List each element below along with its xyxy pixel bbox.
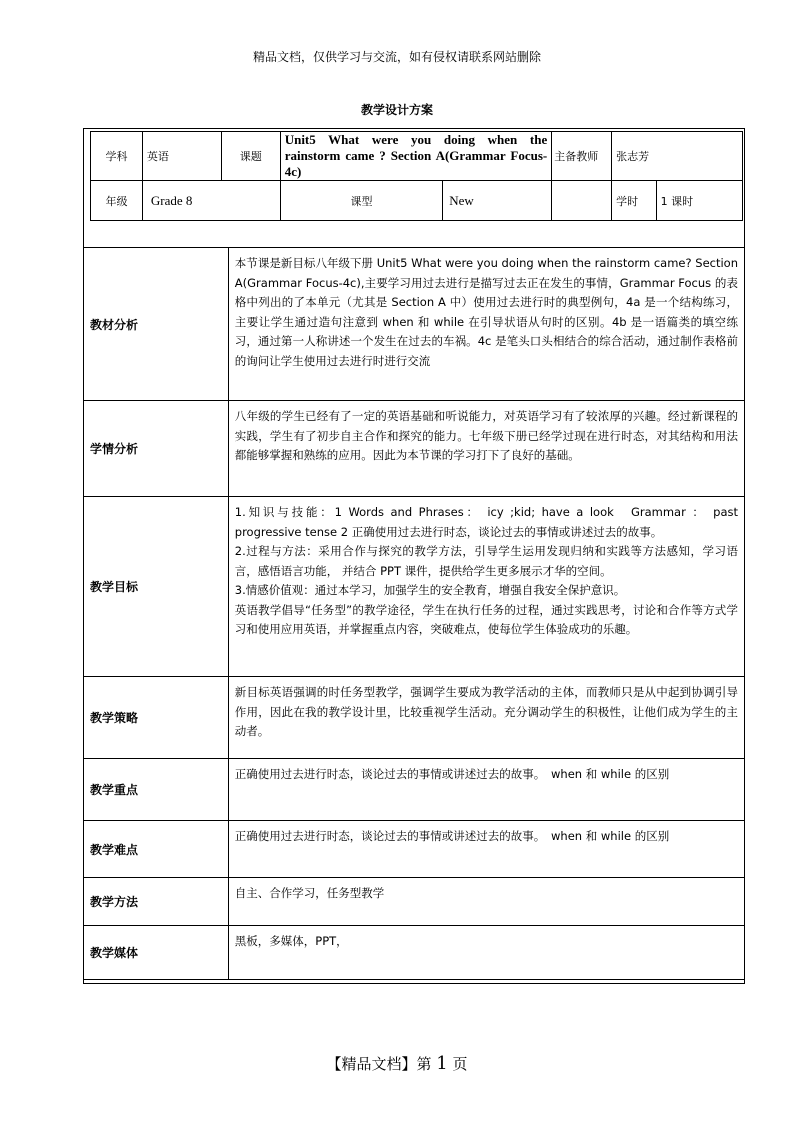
paragraph: 1.知识与技能：1 Words and Phrases： icy ;kid; have a look Grammar ： past progressive tense 2 正确使用过去进行时态，谈论过去的事情或讲述过去的故事。 [234, 505, 738, 539]
section-content-teaching-media [228, 926, 744, 980]
subject-label: 学科 [91, 132, 143, 181]
info-row-2 [91, 181, 743, 221]
plan-table [83, 247, 745, 980]
section-row [84, 248, 745, 401]
paragraph: 新目标英语强调的时任务型教学，强调学生要成为教学活动的主体，而教师只是从中起到协调引导作用，因此在我的教学设计里，比较重视学生活动。充分调动学生的积极性，让他们成为学生的主动者。 [234, 685, 738, 738]
section-content-material-analysis [228, 248, 744, 401]
section-row [84, 401, 745, 497]
grade-value: Grade 8 [142, 181, 280, 221]
info-table [90, 131, 743, 221]
section-content-teaching-objectives [228, 497, 744, 677]
page-number: 1 [436, 1053, 448, 1074]
footer-prefix: 【精品文档】第 [326, 1055, 432, 1073]
paragraph: 正确使用过去进行时态，谈论过去的事情或讲述过去的故事。 when 和 while 的区别 [234, 767, 670, 781]
period-value: 1 课时 [660, 194, 694, 208]
paragraph: 3.情感价值观：通过本学习，加强学生的安全教育，增强自我安全保护意识。 [234, 583, 626, 597]
section-label-teaching-media: 教学媒体 [84, 926, 229, 980]
section-row [84, 677, 745, 759]
section-label-teaching-strategy: 教学策略 [84, 677, 229, 759]
section-row [84, 926, 745, 980]
teacher-label: 主备教师 [552, 132, 612, 181]
section-label-student-analysis: 学情分析 [84, 401, 229, 497]
section-content-key-points [228, 759, 744, 821]
section-label-material-analysis: 教材分析 [84, 248, 229, 401]
section-content-student-analysis [228, 401, 744, 497]
paragraph: 正确使用过去进行时态，谈论过去的事情或讲述过去的故事。 when 和 while 的区别 [234, 829, 670, 843]
header-note: 精品文档，仅供学习与交流，如有侵权请联系网站删除 [252, 50, 541, 64]
grade-label: 年级 [91, 181, 143, 221]
section-label-difficult-points: 教学难点 [84, 821, 229, 878]
info-row-1 [91, 132, 743, 181]
section-label-teaching-objectives: 教学目标 [84, 497, 229, 677]
section-label-key-points: 教学重点 [84, 759, 229, 821]
section-content-teaching-strategy [228, 677, 744, 759]
paragraph: 黑板，多媒体，PPT， [234, 934, 348, 948]
section-label-teaching-method: 教学方法 [84, 878, 229, 926]
page-footer [0, 1053, 794, 1074]
teacher-value: 张志芳 [612, 132, 743, 181]
paragraph: 2.过程与方法：采用合作与探究的教学方法，引导学生运用发现归纳和实践等方法感知，学习语言，感悟语言功能， 并结合 PPT 课件，提供给学生更多展示才华的空间。 [234, 544, 738, 578]
footer-suffix: 页 [452, 1055, 468, 1073]
paragraph: 本节课是新目标八年级下册 Unit5 What were you doing when the rainstorm came? Section A(Grammar Focus-4c),主要学习用过去进行是描写过去正在发生的事情，Grammar Focus 的表格中列出的了本单元（尤其是 Section A 中）使用过去进行时的典型例句，4a 是一个结构练习，主要让学生通过造句注意到 when 和 while 在引导状语从句时的区别。4b 是一语篇类的填空练习，通过第一人称讲述一个发生在过去的车祸。4c 是笔头口头相结合的综合活动，通过制作表格前的询问让学生使用过去进行时进行交流 [234, 256, 738, 368]
paragraph: 八年级的学生已经有了一定的英语基础和听说能力，对英语学习有了较浓厚的兴趣。经过新课程的实践，学生有了初步自主合作和探究的能力。七年级下册已经学过现在进行时态，对其结构和用法都能够掌握和熟练的应用。因此为本节课的学习打下了良好的基础。 [234, 409, 738, 462]
paragraph: 自主、合作学习，任务型教学 [234, 886, 385, 900]
type-label: 课型 [281, 181, 443, 220]
type-value: New [449, 192, 474, 208]
topic-label: 课题 [221, 132, 280, 181]
topic-value: Unit5 What were you doing when the rainstorm came ? Section A(Grammar Focus-4c) [280, 132, 552, 181]
subject-value: 英语 [142, 132, 221, 181]
paragraph: 英语教学倡导“任务型”的教学途径，学生在执行任务的过程，通过实践思考，讨论和合作等方式学习和使用应用英语，并掌握重点内容，突破难点，使每位学生体验成功的乐趣。 [234, 602, 738, 636]
document-title: 教学设计方案 [360, 103, 433, 117]
section-row [84, 878, 745, 926]
section-row [84, 821, 745, 878]
section-content-difficult-points [228, 821, 744, 878]
period-label: 学时 [612, 181, 656, 220]
section-row [84, 497, 745, 677]
section-row [84, 759, 745, 821]
section-content-teaching-method [228, 878, 744, 926]
